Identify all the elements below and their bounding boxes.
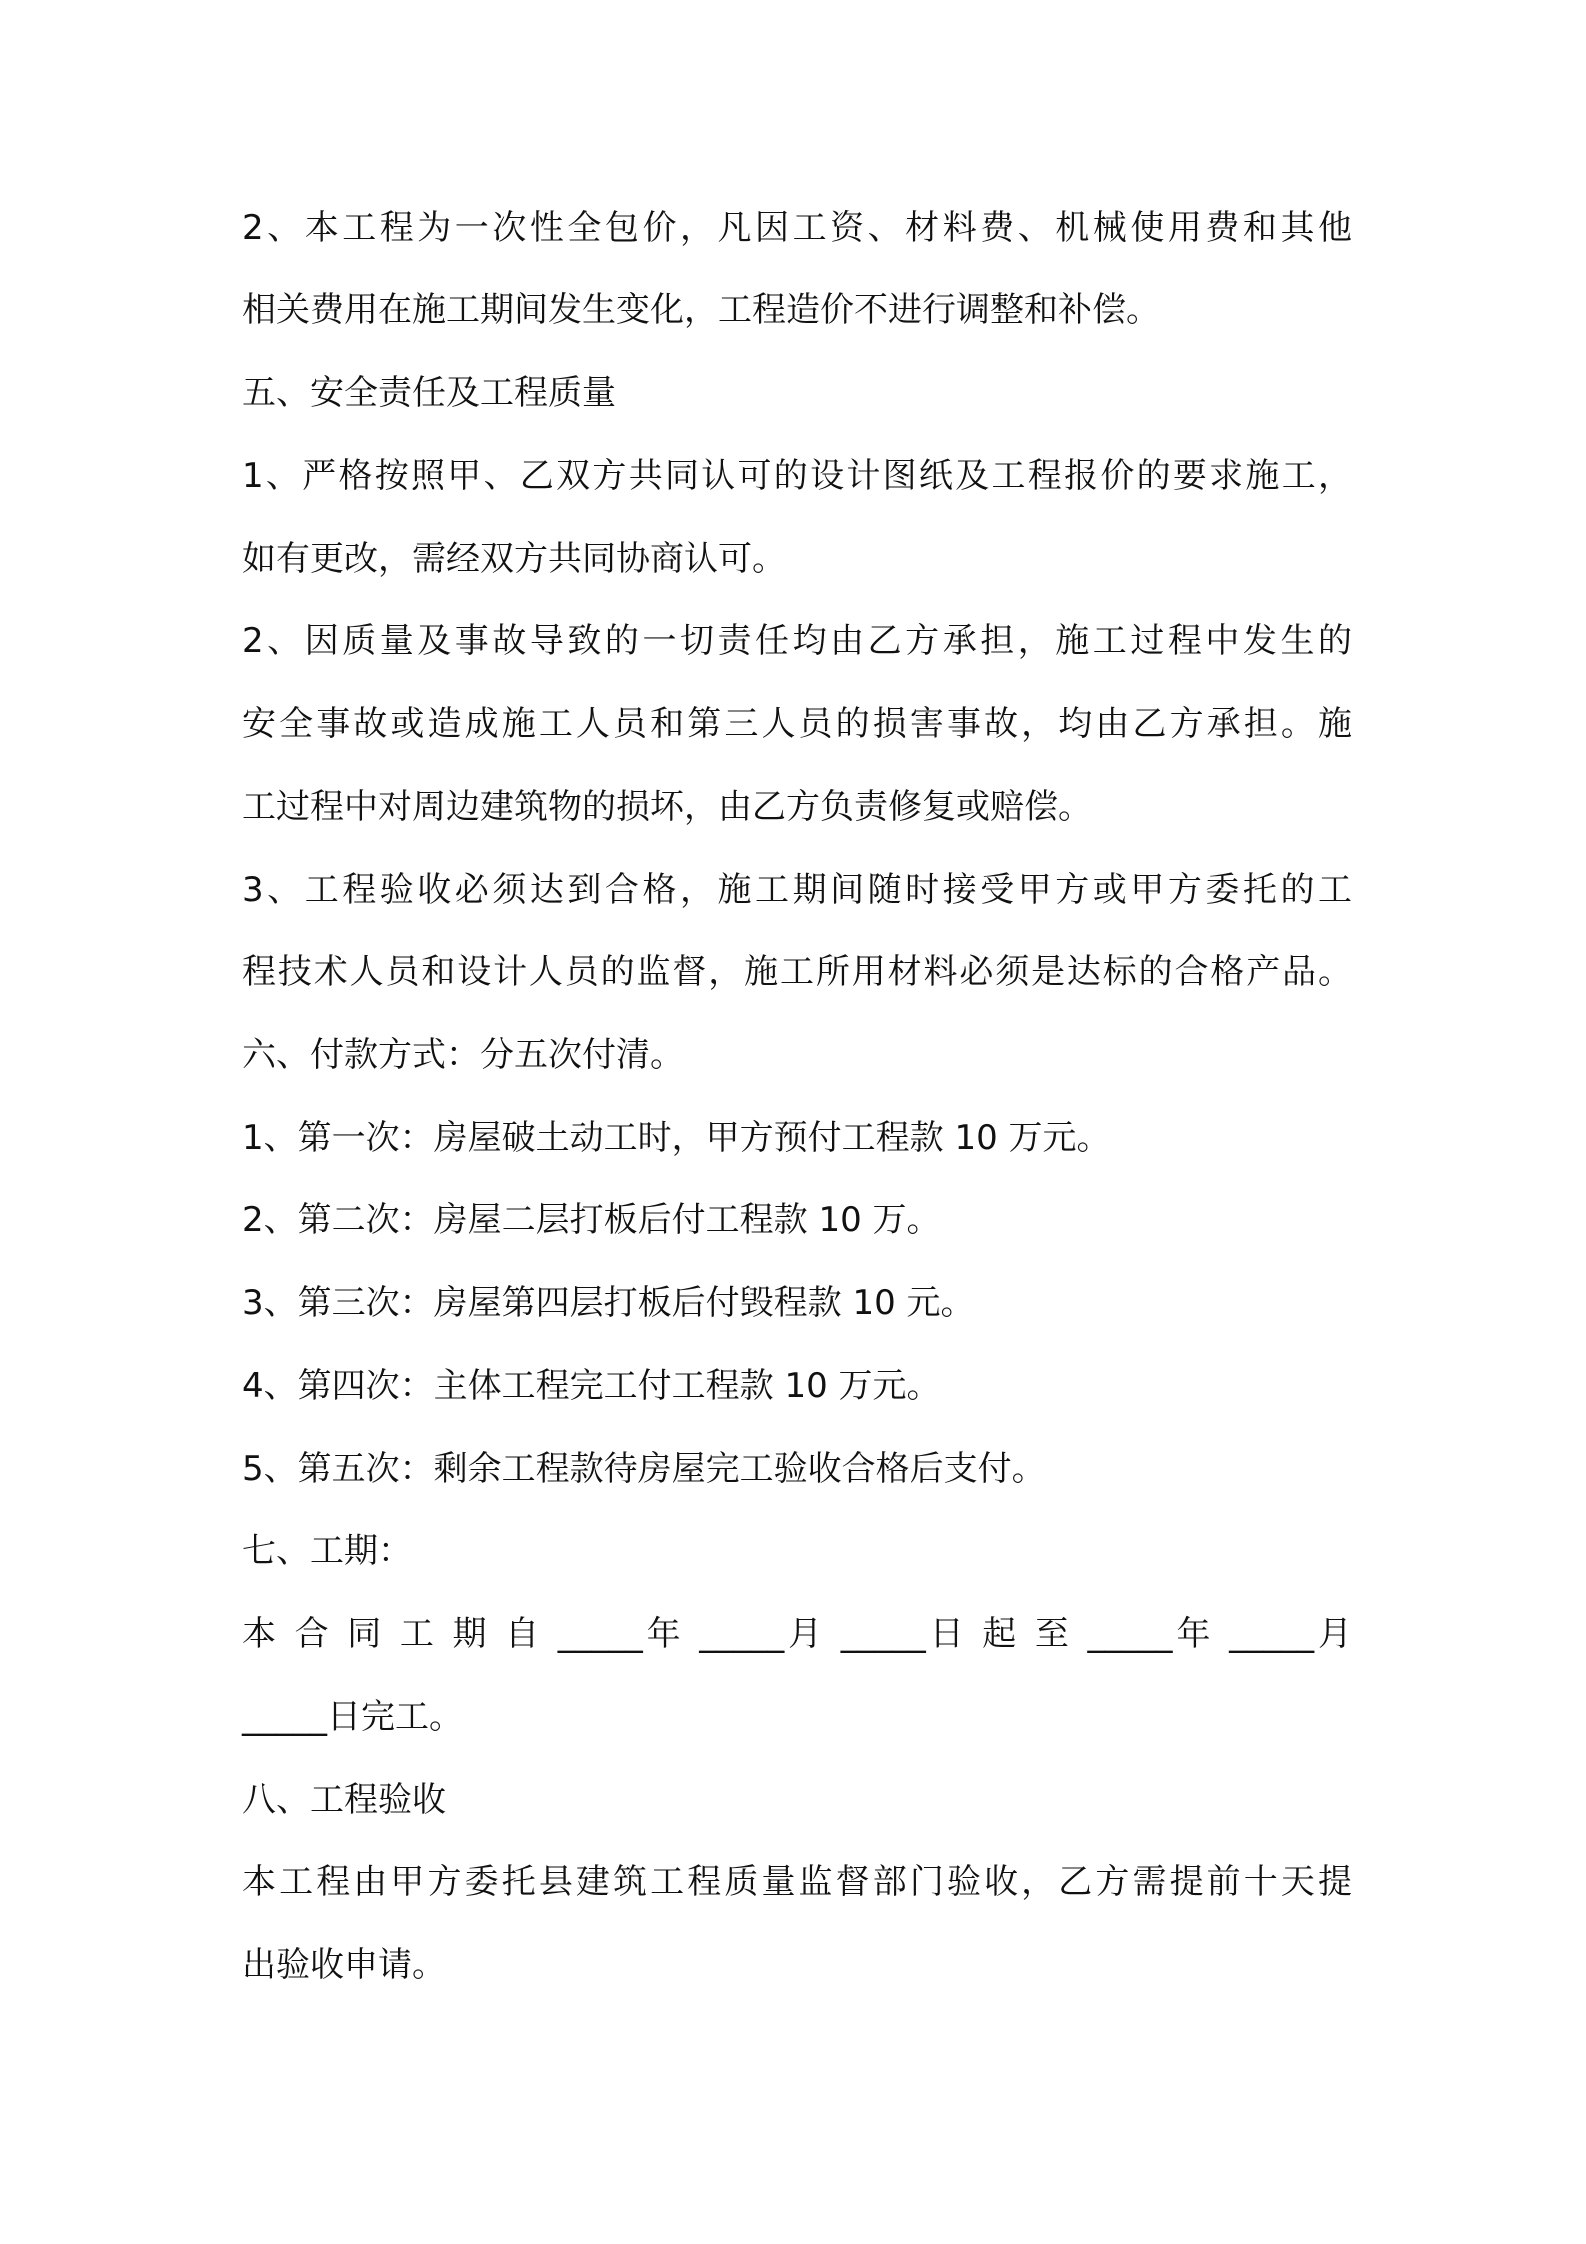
- clause-4-2-line-2: 相关费用在施工期间发生变化，工程造价不进行调整和补偿。: [242, 290, 1160, 330]
- clause-5-3-line-2: 程技术人员和设计人员的监督，施工所用材料必须是达标的合格产品。: [242, 952, 1352, 992]
- acceptance-line-1: 本工程由甲方委托县建筑工程质量监督部门验收，乙方需提前十天提: [242, 1862, 1352, 1902]
- section-7-heading: 七、工期：: [242, 1531, 412, 1571]
- section-5-heading: 五、安全责任及工程质量: [242, 373, 616, 413]
- construction-period-line-2: _____日完工。: [242, 1697, 463, 1737]
- payment-item-1: 1、第一次：房屋破土动工时，甲方预付工程款 10 万元。: [242, 1118, 1111, 1158]
- clause-5-1-line-2: 如有更改，需经双方共同协商认可。: [242, 539, 786, 579]
- section-8-heading: 八、工程验收: [242, 1780, 446, 1820]
- payment-item-2: 2、第二次：房屋二层打板后付工程款 10 万。: [242, 1200, 941, 1240]
- clause-5-3-line-1: 3、工程验收必须达到合格，施工期间随时接受甲方或甲方委托的工: [242, 870, 1352, 910]
- payment-item-3: 3、第三次：房屋第四层打板后付毁程款 10 元。: [242, 1283, 975, 1323]
- clause-5-1-line-1: 1、严格按照甲、乙双方共同认可的设计图纸及工程报价的要求施工，: [242, 456, 1352, 496]
- construction-period-line-1: 本 合 同 工 期 自 _____年 _____月 _____日 起 至 _____年 _____月: [242, 1614, 1352, 1654]
- section-6-heading: 六、付款方式：分五次付清。: [242, 1035, 684, 1075]
- clause-5-2-line-3: 工过程中对周边建筑物的损坏，由乙方负责修复或赔偿。: [242, 787, 1092, 827]
- clause-4-2-line-1: 2、本工程为一次性全包价，凡因工资、材料费、机械使用费和其他: [242, 208, 1352, 248]
- clause-5-2-line-2: 安全事故或造成施工人员和第三人员的损害事故，均由乙方承担。施: [242, 704, 1352, 744]
- payment-item-5: 5、第五次：剩余工程款待房屋完工验收合格后支付。: [242, 1449, 1046, 1489]
- clause-5-2-line-1: 2、因质量及事故导致的一切责任均由乙方承担，施工过程中发生的: [242, 621, 1352, 661]
- payment-item-4: 4、第四次：主体工程完工付工程款 10 万元。: [242, 1366, 941, 1406]
- acceptance-line-2: 出验收申请。: [242, 1945, 446, 1985]
